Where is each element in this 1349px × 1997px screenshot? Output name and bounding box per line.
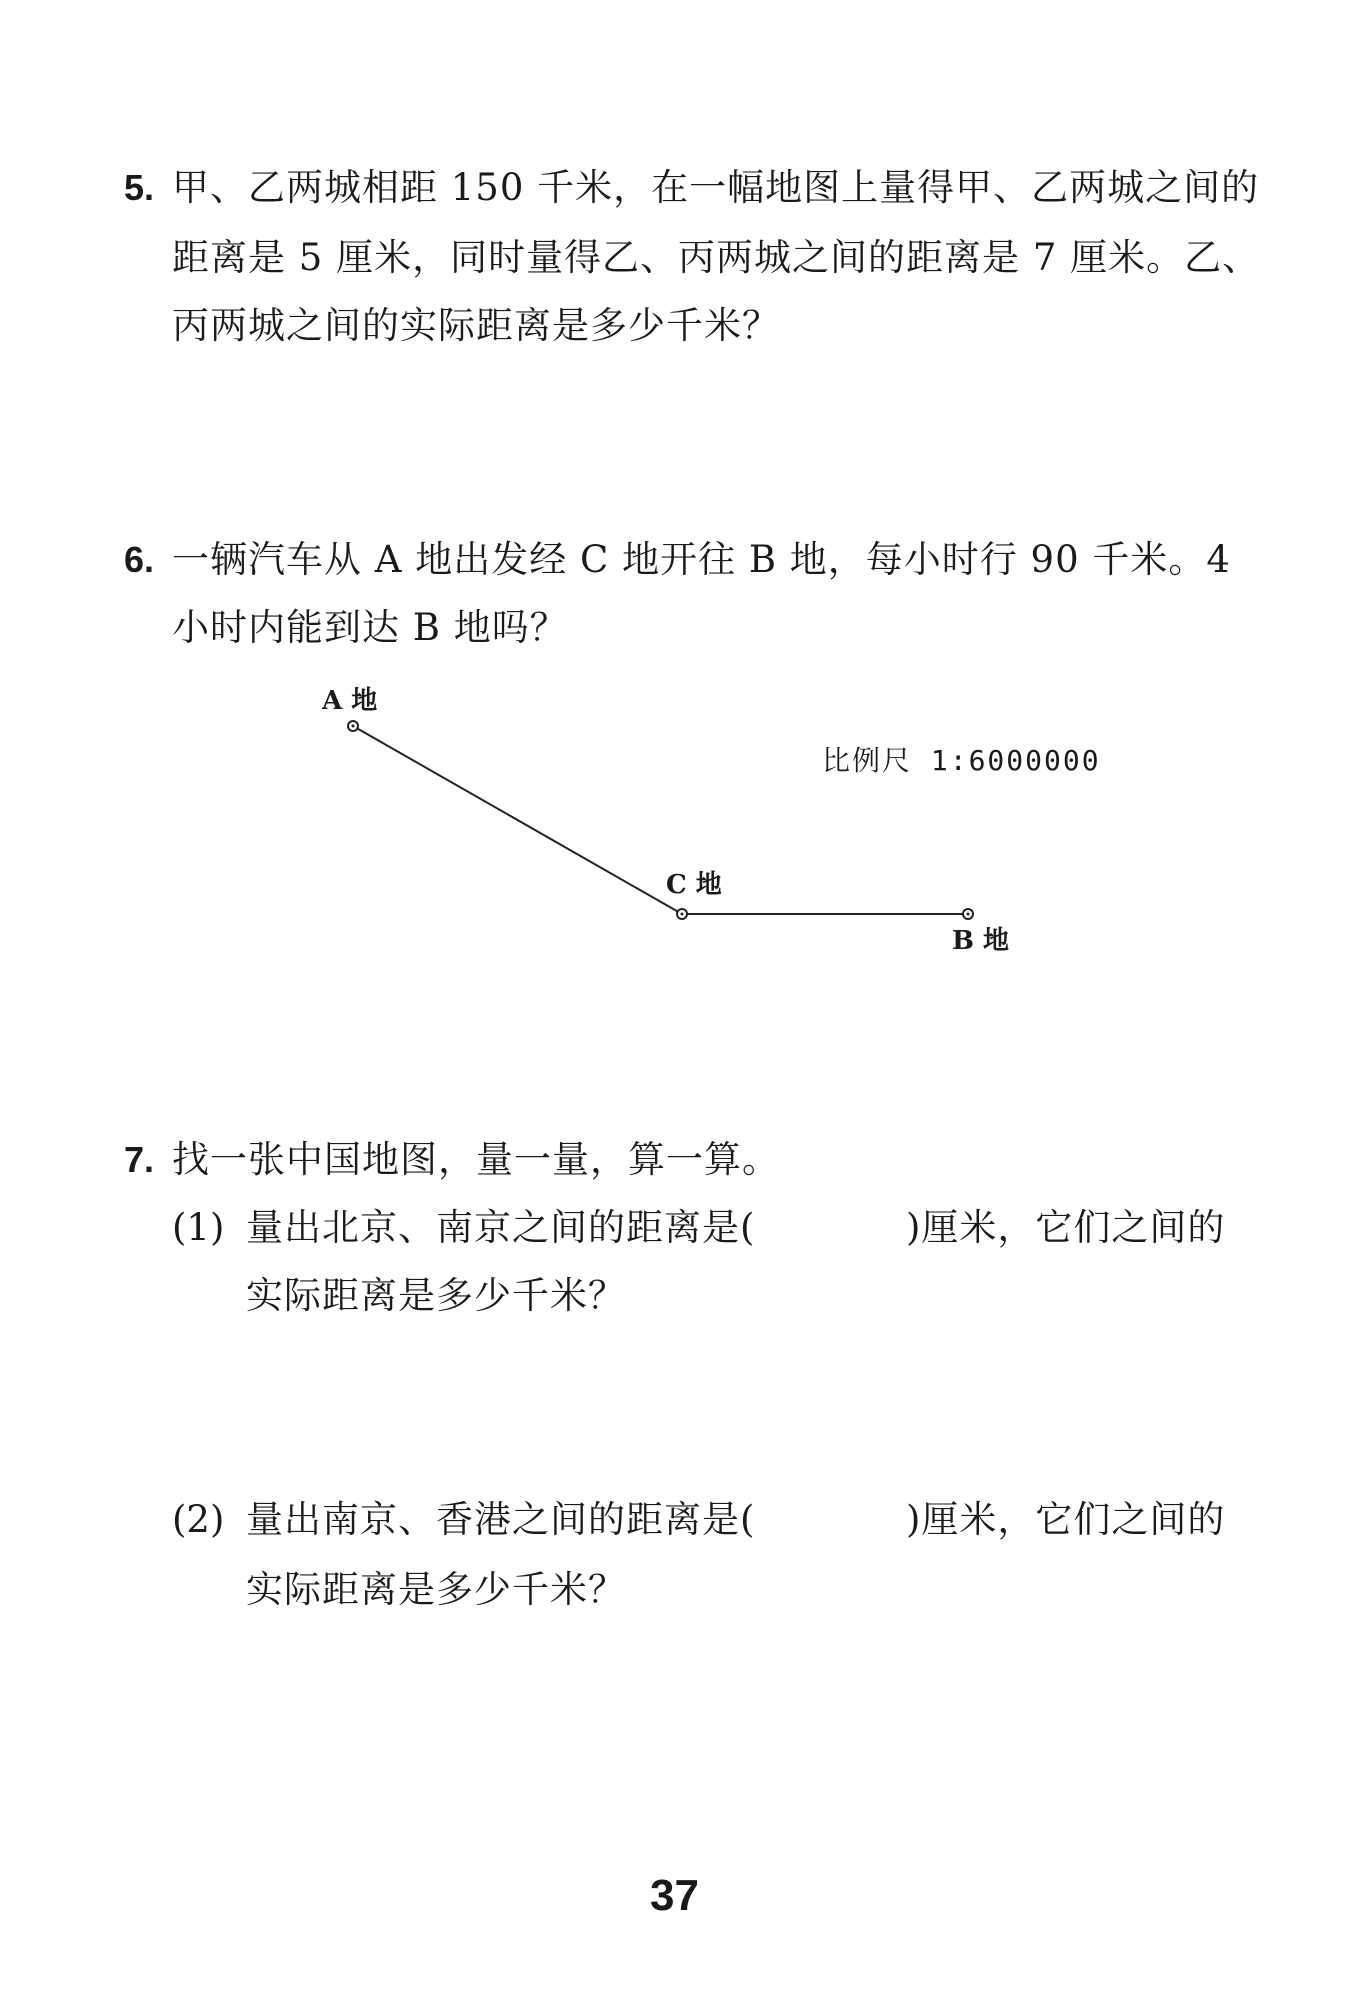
question-7-part-2-index: (2) [172,1498,225,1541]
label-point-a: A 地 [322,686,378,716]
question-7-intro: 找一张中国地图，量一量，算一算。 [172,1138,780,1181]
question-5-line-2: 距离是 5 厘米，同时量得乙、丙两城之间的距离是 7 厘米。乙、 [172,236,1261,279]
point-a-dot [352,725,355,728]
label-point-c: C 地 [666,870,722,900]
question-5-line-3: 丙两城之间的实际距离是多少千米？ [172,304,780,347]
question-7-part-1-index: (1) [172,1206,225,1249]
question-6-number: 6. [124,539,155,580]
label-point-b: B 地 [952,926,1010,956]
point-b-dot [967,913,970,916]
question-7-part-1-line-2: 实际距离是多少千米？ [246,1274,626,1317]
question-7-part-2-line-2: 实际距离是多少千米？ [246,1568,626,1611]
map-scale: 比例尺 1:6000000 [822,744,1101,777]
question-6-line-2: 小时内能到达 B 地吗？ [172,606,568,649]
question-7-part-2-text-left: 量出南京、香港之间的距离是( [246,1498,756,1541]
question-5-number: 5. [124,167,155,208]
point-c-dot [681,913,684,916]
route-segment-a-c [353,726,682,914]
question-7-part-1-text-right: )厘米，它们之间的 [906,1206,1226,1249]
question-6-line-1: 一辆汽车从 A 地出发经 C 地开往 B 地，每小时行 90 千米。4 [172,538,1231,581]
question-7-number: 7. [124,1139,155,1180]
page-number: 37 [650,1871,699,1920]
question-5-line-1: 甲、乙两城相距 150 千米，在一幅地图上量得甲、乙两城之间的 [172,166,1260,209]
question-7-part-2-text-right: )厘米，它们之间的 [906,1498,1226,1541]
question-7-part-1-text-left: 量出北京、南京之间的距离是( [246,1206,756,1249]
